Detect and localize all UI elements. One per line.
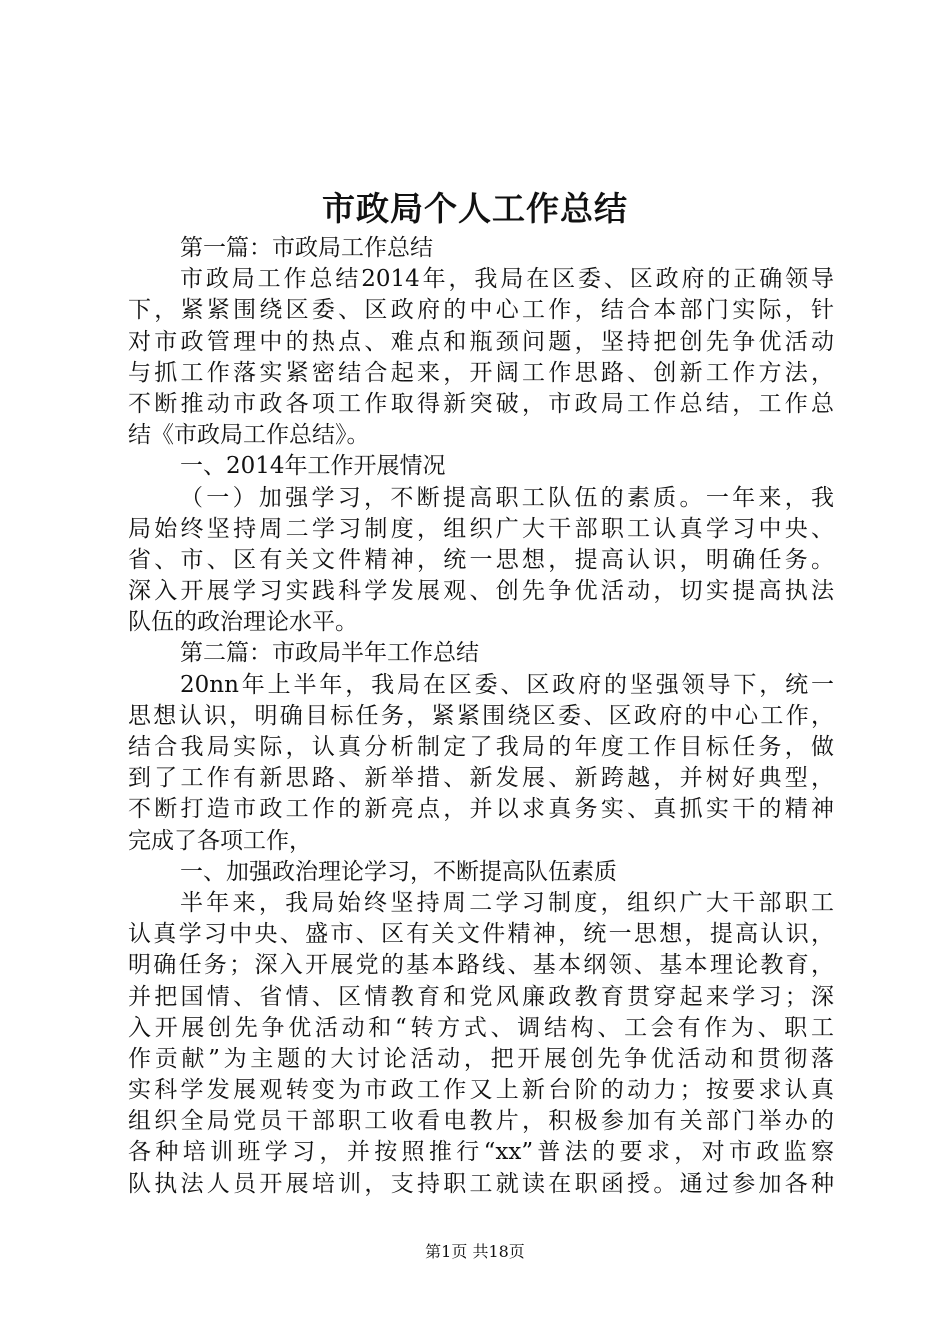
text-line: 思想认识，明确目标任务，紧紧围绕区委、区政府的中心工作， xyxy=(128,702,834,729)
text-line: 并把国情、省情、区情教育和党风廉政教育贯穿起来学习；深 xyxy=(128,983,834,1010)
text-line: 第一篇：市政局工作总结 xyxy=(180,235,433,261)
text-line: 结合我局实际，认真分析制定了我局的年度工作目标任务，做 xyxy=(128,734,834,760)
text-line: 省、市、区有关文件精神，统一思想，提高认识，明确任务。 xyxy=(128,546,834,573)
text-line: 作贡献”为主题的大讨论活动，把开展创先争优活动和贯彻落 xyxy=(128,1045,834,1072)
text-line: 不断推动市政各项工作取得新突破，市政局工作总结，工作总 xyxy=(128,390,834,417)
text-line: 队执法人员开展培训，支持职工就读在职函授。通过参加各种 xyxy=(128,1170,834,1197)
text-line: 组织全局党员干部职工收看电教片，积极参加有关部门举办的 xyxy=(128,1108,834,1135)
text-line: 明确任务；深入开展党的基本路线、基本纲领、基本理论教育， xyxy=(128,952,834,979)
text-line: 入开展创先争优活动和“转方式、调结构、工会有作为、职工 xyxy=(128,1014,834,1041)
text-line: 局始终坚持周二学习制度，组织广大干部职工认真学习中央、 xyxy=(128,515,834,542)
text-line: 半年来，我局始终坚持周二学习制度，组织广大干部职工 xyxy=(180,889,834,916)
document-title: 市政局个人工作总结 xyxy=(322,189,628,228)
text-line: 深入开展学习实践科学发展观、创先争优活动，切实提高执法 xyxy=(128,578,834,605)
page-footer: 第1页 共18页 xyxy=(425,1242,525,1261)
text-line: 不断打造市政工作的新亮点，并以求真务实、真抓实干的精神 xyxy=(128,796,834,823)
text-line: 队伍的政治理论水平。 xyxy=(128,609,358,636)
text-line: 实科学发展观转变为市政工作又上新台阶的动力；按要求认真 xyxy=(128,1077,834,1104)
text-line: 完成了各项工作， xyxy=(128,827,312,854)
text-line: 市政局工作总结2014年，我局在区委、区政府的正确领导 xyxy=(180,266,834,293)
text-line: 第二篇：市政局半年工作总结 xyxy=(180,640,479,667)
text-line: 认真学习中央、盛市、区有关文件精神，统一思想，提高认识， xyxy=(128,921,834,948)
text-line: 下，紧紧围绕区委、区政府的中心工作，结合本部门实际，针 xyxy=(128,297,834,324)
text-line: 各种培训班学习，并按照推行“xx”普法的要求，对市政监察 xyxy=(128,1139,834,1166)
text-line: 结《市政局工作总结》。 xyxy=(128,422,370,449)
text-line: 20nn年上半年，我局在区委、区政府的坚强领导下，统一 xyxy=(180,671,834,698)
text-line: 与抓工作落实紧密结合起来，开阔工作思路、创新工作方法， xyxy=(128,359,834,386)
text-line: 一、2014年工作开展情况 xyxy=(180,453,446,480)
text-line: （一）加强学习，不断提高职工队伍的素质。一年来，我 xyxy=(180,484,834,511)
document-body xyxy=(128,233,834,1200)
text-line: 一、加强政治理论学习，不断提高队伍素质 xyxy=(180,858,617,885)
text-line: 对市政管理中的热点、难点和瓶颈问题，坚持把创先争优活动 xyxy=(128,328,834,355)
text-line: 到了工作有新思路、新举措、新发展、新跨越，并树好典型， xyxy=(128,765,834,792)
